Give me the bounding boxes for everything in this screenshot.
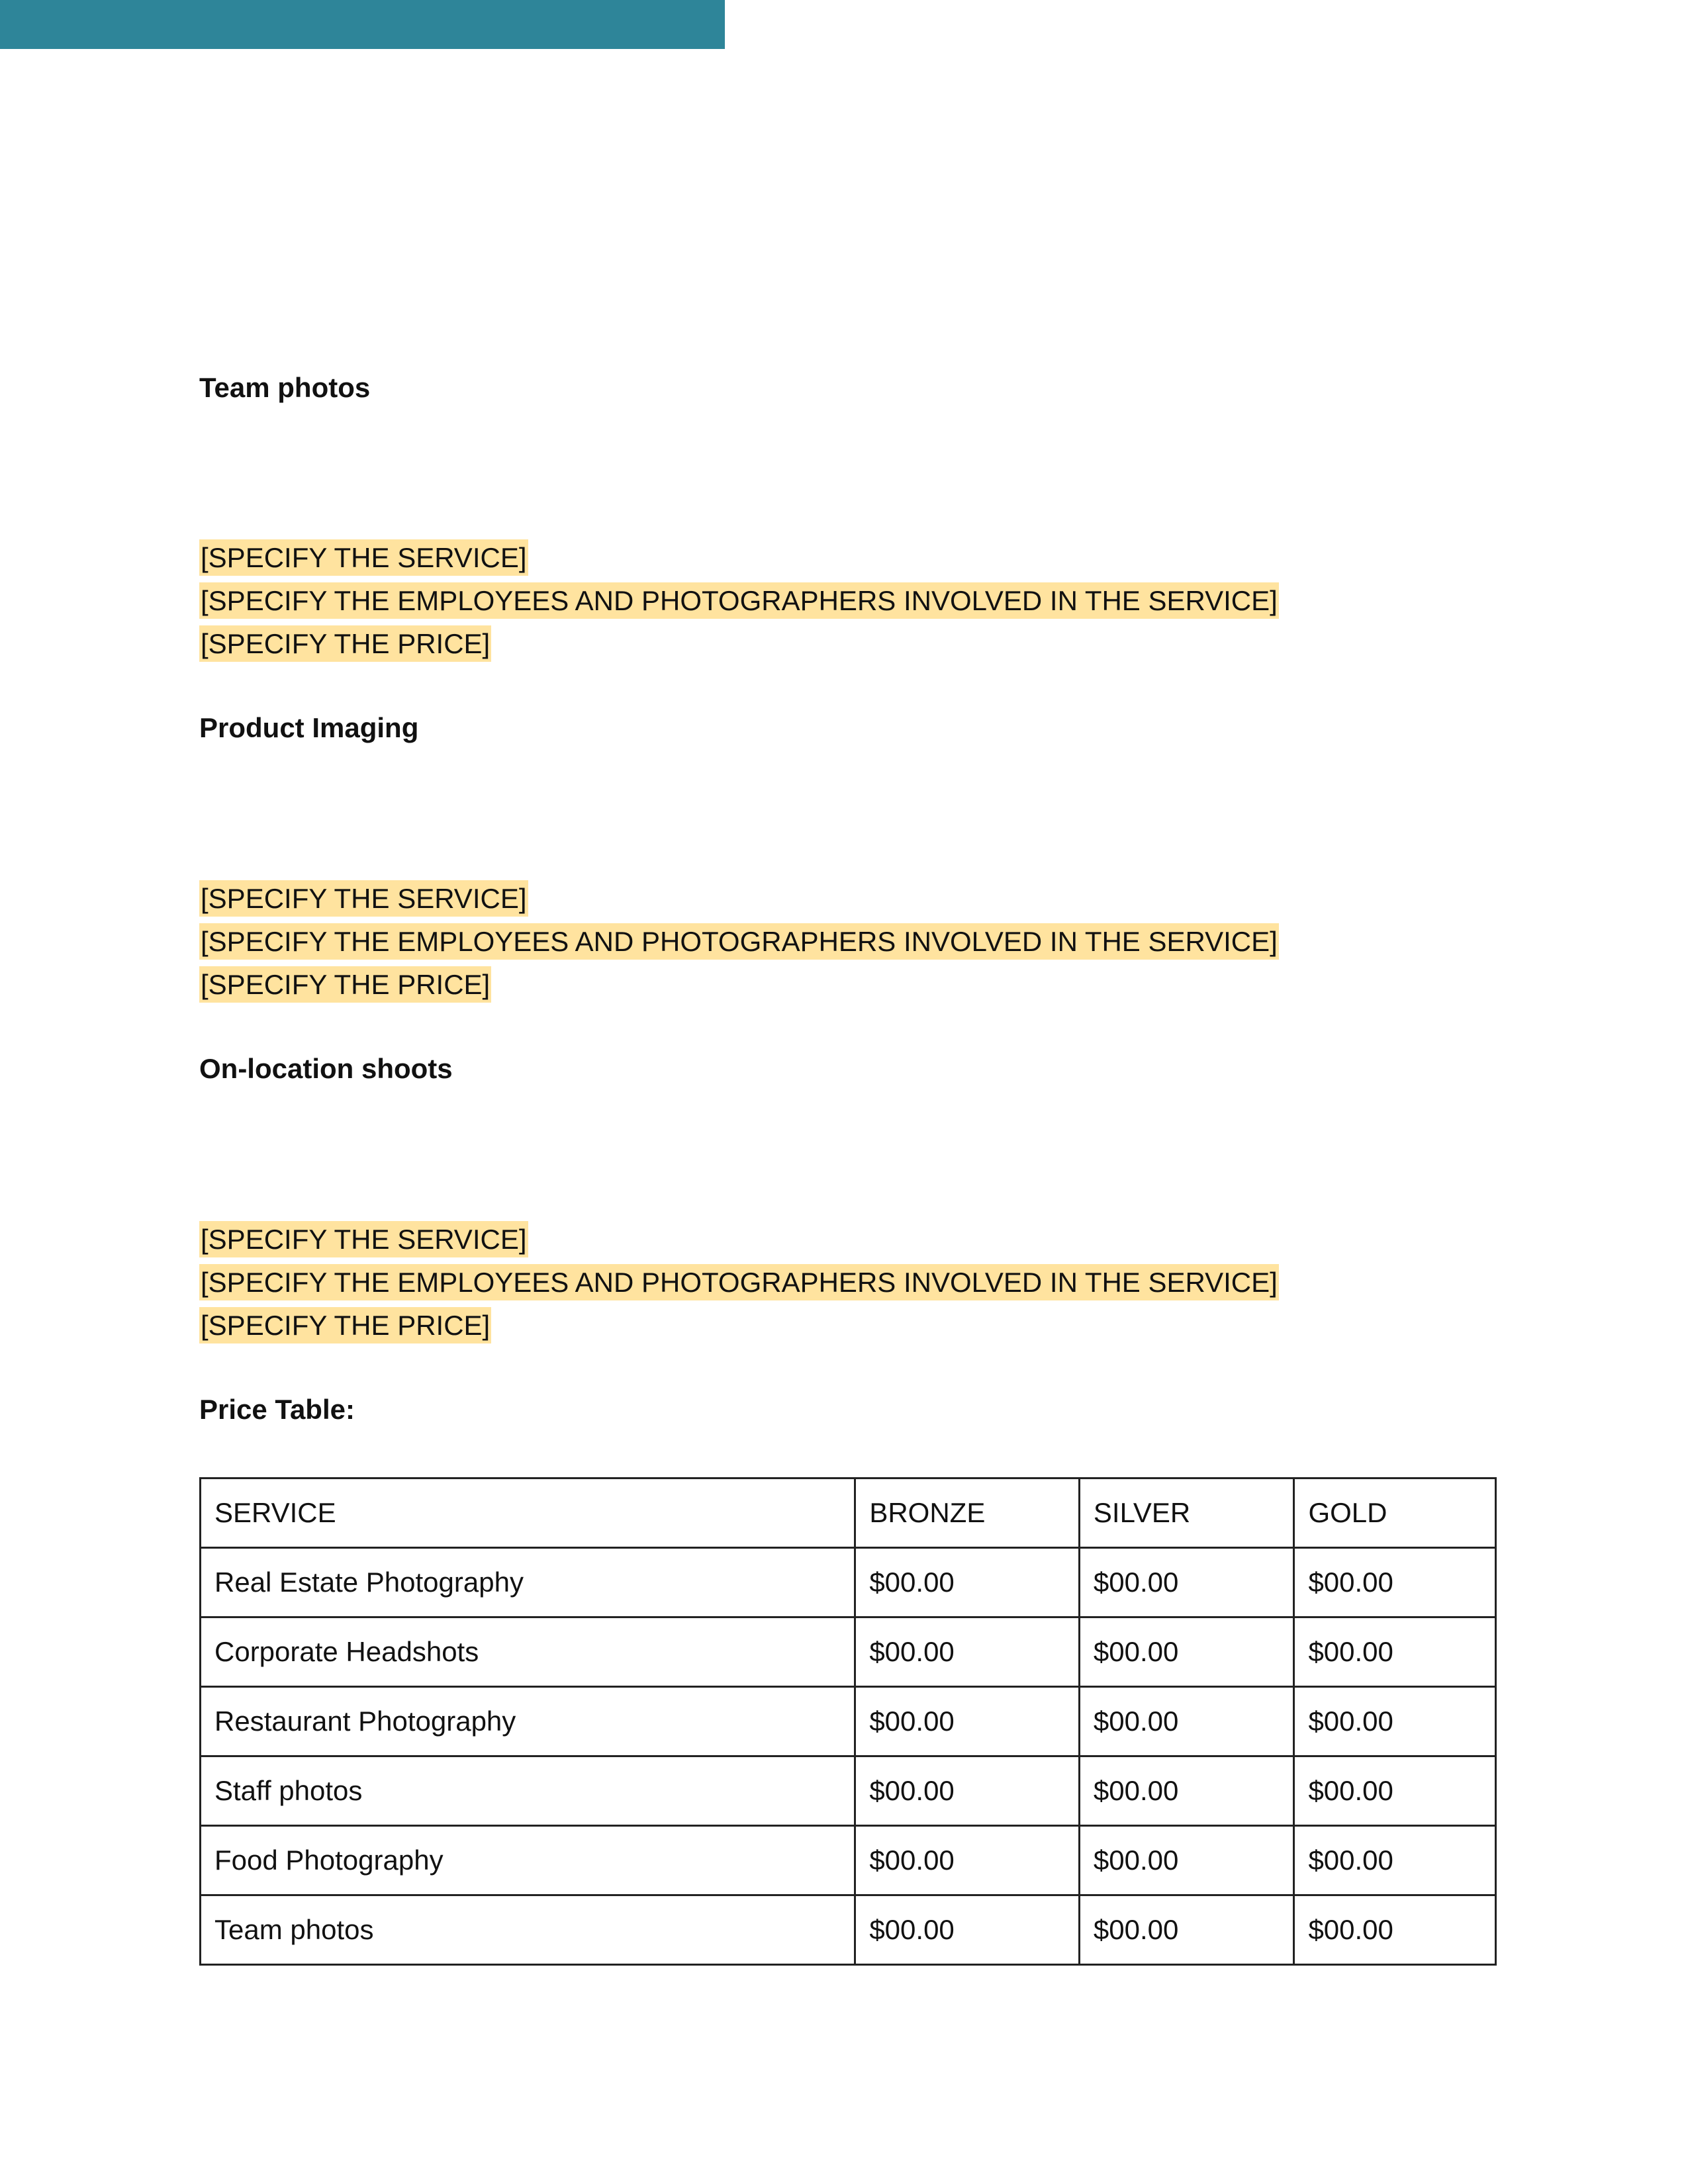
header-bronze: BRONZE	[855, 1479, 1080, 1548]
silver-price-cell: $00.00	[1079, 1826, 1294, 1895]
placeholder-service: [SPECIFY THE SERVICE]	[199, 1221, 528, 1258]
header-accent-bar	[0, 0, 725, 49]
gold-price-cell: $00.00	[1294, 1895, 1496, 1965]
service-name-cell: Corporate Headshots	[201, 1617, 855, 1687]
header-gold: GOLD	[1294, 1479, 1496, 1548]
gold-price-cell: $00.00	[1294, 1548, 1496, 1617]
table-row	[201, 1687, 1496, 1756]
gold-price-cell: $00.00	[1294, 1756, 1496, 1826]
bronze-price-cell: $00.00	[855, 1826, 1080, 1895]
placeholder-employees: [SPECIFY THE EMPLOYEES AND PHOTOGRAPHERS INVOLVED IN THE SERVICE]	[199, 1264, 1279, 1301]
service-name-cell: Team photos	[201, 1895, 855, 1965]
header-silver: SILVER	[1079, 1479, 1294, 1548]
silver-price-cell: $00.00	[1079, 1756, 1294, 1826]
bronze-price-cell: $00.00	[855, 1687, 1080, 1756]
silver-price-cell: $00.00	[1079, 1895, 1294, 1965]
bronze-price-cell: $00.00	[855, 1548, 1080, 1617]
service-name-cell: Restaurant Photography	[201, 1687, 855, 1756]
placeholder-price: [SPECIFY THE PRICE]	[199, 966, 491, 1003]
bronze-price-cell: $00.00	[855, 1617, 1080, 1687]
section-heading: Product Imaging	[199, 712, 419, 743]
silver-price-cell: $00.00	[1079, 1687, 1294, 1756]
table-row	[201, 1617, 1496, 1687]
placeholder-price: [SPECIFY THE PRICE]	[199, 625, 491, 662]
gold-price-cell: $00.00	[1294, 1826, 1496, 1895]
placeholder-employees: [SPECIFY THE EMPLOYEES AND PHOTOGRAPHERS INVOLVED IN THE SERVICE]	[199, 582, 1279, 619]
price-table-heading: Price Table:	[199, 1394, 355, 1425]
table-row	[201, 1548, 1496, 1617]
service-name-cell: Real Estate Photography	[201, 1548, 855, 1617]
placeholder-employees: [SPECIFY THE EMPLOYEES AND PHOTOGRAPHERS INVOLVED IN THE SERVICE]	[199, 923, 1279, 960]
gold-price-cell: $00.00	[1294, 1617, 1496, 1687]
table-row	[201, 1895, 1496, 1965]
placeholder-service: [SPECIFY THE SERVICE]	[199, 539, 528, 576]
silver-price-cell: $00.00	[1079, 1617, 1294, 1687]
silver-price-cell: $00.00	[1079, 1548, 1294, 1617]
placeholder-price: [SPECIFY THE PRICE]	[199, 1307, 491, 1344]
table-row	[201, 1756, 1496, 1826]
header-service: SERVICE	[201, 1479, 855, 1548]
bronze-price-cell: $00.00	[855, 1895, 1080, 1965]
table-header-row	[201, 1479, 1496, 1548]
service-name-cell: Food Photography	[201, 1826, 855, 1895]
price-table	[199, 1477, 1497, 1966]
placeholder-service: [SPECIFY THE SERVICE]	[199, 880, 528, 917]
section-heading: Team photos	[199, 372, 371, 403]
gold-price-cell: $00.00	[1294, 1687, 1496, 1756]
bronze-price-cell: $00.00	[855, 1756, 1080, 1826]
section-heading: On-location shoots	[199, 1053, 453, 1084]
service-name-cell: Staff photos	[201, 1756, 855, 1826]
table-row	[201, 1826, 1496, 1895]
